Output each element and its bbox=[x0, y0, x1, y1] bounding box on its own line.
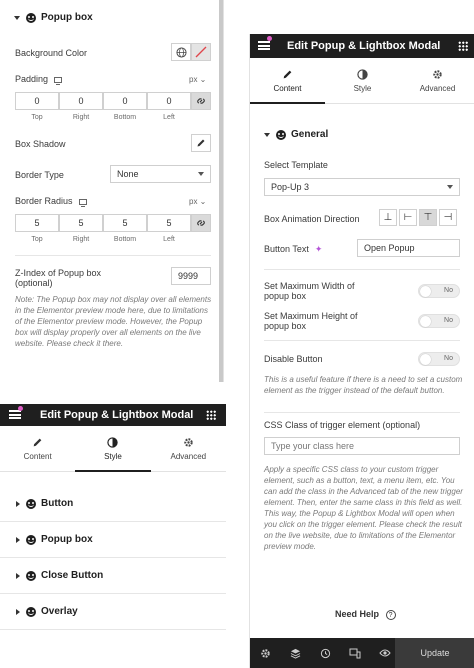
align-right-icon: ⊣ bbox=[443, 212, 453, 223]
smiley-icon bbox=[26, 13, 36, 23]
side-label-right: Right bbox=[72, 236, 90, 243]
notification-dot bbox=[18, 406, 23, 411]
padding-right-input[interactable]: 0 bbox=[59, 92, 103, 110]
toggle-text: No bbox=[444, 317, 453, 324]
editor-topbar bbox=[250, 34, 474, 58]
caret-right-icon bbox=[16, 609, 20, 615]
css-class-input[interactable]: Type your class here bbox=[264, 437, 460, 455]
caret-down-icon bbox=[14, 16, 20, 20]
tab-label: Advanced bbox=[419, 84, 456, 93]
gear-icon bbox=[183, 437, 194, 448]
align-left-icon: ⊢ bbox=[403, 212, 413, 223]
direction-right-button[interactable] bbox=[439, 209, 457, 226]
tab-style[interactable] bbox=[75, 426, 150, 471]
button-text-label bbox=[264, 244, 322, 255]
help-icon: ? bbox=[386, 610, 396, 620]
box-shadow-edit-button[interactable] bbox=[191, 134, 211, 152]
contrast-icon bbox=[107, 437, 118, 448]
button-text-input[interactable]: Open Popup bbox=[357, 239, 460, 257]
panel-title: Edit Popup & Lightbox Modal bbox=[287, 40, 441, 52]
need-help-text: Need Help bbox=[335, 609, 380, 619]
contrast-icon bbox=[357, 69, 368, 80]
chevron-down-icon bbox=[198, 172, 204, 176]
box-shadow-label: Box Shadow bbox=[15, 139, 66, 149]
panel-tabs bbox=[0, 426, 226, 472]
globe-icon bbox=[176, 47, 187, 58]
scrollbar[interactable] bbox=[219, 0, 223, 382]
apps-grid-icon[interactable] bbox=[206, 410, 216, 420]
layers-button[interactable] bbox=[280, 638, 310, 668]
divider bbox=[264, 412, 460, 413]
template-value: Pop-Up 3 bbox=[271, 182, 310, 192]
direction-bottom-button[interactable] bbox=[379, 209, 397, 226]
max-width-label bbox=[264, 281, 355, 301]
accordion-close-button[interactable] bbox=[0, 558, 226, 594]
section-title: General bbox=[291, 129, 329, 140]
popup-box-section-header[interactable] bbox=[14, 12, 93, 23]
template-select[interactable] bbox=[264, 178, 460, 196]
tab-style[interactable] bbox=[325, 58, 400, 103]
side-label-top: Top bbox=[31, 114, 43, 121]
unit-text: px bbox=[189, 197, 198, 206]
zindex-label-line2: (optional) bbox=[15, 278, 53, 288]
toggle-knob bbox=[420, 316, 431, 327]
history-button[interactable] bbox=[310, 638, 340, 668]
pencil-icon bbox=[282, 69, 293, 80]
unit-text: px bbox=[189, 75, 198, 84]
zindex-label bbox=[15, 268, 101, 288]
need-help-link[interactable] bbox=[335, 609, 396, 620]
editor-bottom-bar bbox=[250, 638, 474, 668]
tab-content[interactable] bbox=[250, 58, 325, 103]
tab-label: Content bbox=[23, 452, 52, 461]
link-icon bbox=[196, 218, 206, 228]
radius-left-input[interactable]: 5 bbox=[147, 214, 191, 232]
accordion-title: Close Button bbox=[41, 570, 104, 581]
tab-label: Style bbox=[353, 84, 372, 93]
padding-left-input[interactable]: 0 bbox=[147, 92, 191, 110]
history-icon bbox=[320, 648, 331, 659]
label-line1: Set Maximum Height of bbox=[264, 311, 358, 321]
caret-right-icon bbox=[16, 537, 20, 543]
layers-icon bbox=[290, 648, 301, 659]
chevron-down-icon bbox=[447, 185, 453, 189]
smiley-icon bbox=[26, 535, 36, 545]
side-label-bottom: Bottom bbox=[113, 236, 137, 243]
divider bbox=[264, 340, 460, 341]
zindex-input[interactable]: 9999 bbox=[171, 267, 211, 285]
toggle-knob bbox=[420, 354, 431, 365]
label-line2: popup box bbox=[264, 291, 307, 301]
side-label-bottom: Bottom bbox=[113, 114, 137, 121]
toggle-knob bbox=[420, 286, 431, 297]
border-type-value: None bbox=[117, 169, 139, 179]
panel-title: Edit Popup & Lightbox Modal bbox=[40, 409, 194, 421]
side-label-left: Left bbox=[163, 114, 175, 121]
link-values-button[interactable] bbox=[191, 214, 211, 232]
eye-icon bbox=[379, 648, 391, 658]
tab-advanced[interactable] bbox=[151, 426, 226, 471]
tab-advanced[interactable] bbox=[400, 58, 474, 103]
background-color-label: Background Color bbox=[15, 48, 88, 58]
smiley-icon bbox=[26, 607, 36, 617]
apps-grid-icon[interactable] bbox=[458, 41, 468, 51]
accordion-title: Button bbox=[41, 498, 74, 509]
ai-sparkle-icon[interactable]: ✦ bbox=[314, 244, 323, 254]
box-animation-label: Box Animation Direction bbox=[264, 214, 360, 224]
border-radius-label-text: Border Radius bbox=[15, 196, 73, 206]
label-line1: Set Maximum Width of bbox=[264, 281, 355, 291]
max-height-toggle[interactable] bbox=[418, 314, 460, 328]
caret-right-icon bbox=[16, 501, 20, 507]
globe-button[interactable] bbox=[171, 43, 191, 61]
direction-left-button[interactable] bbox=[399, 209, 417, 226]
zindex-note: Note: The Popup box may not display over all elements in the Elementor preview mode here, due to limitations of the Elementor preview mode. However, the Popup box will display properly over all elements on the live website. Please check it there. bbox=[15, 295, 212, 348]
accordion-overlay[interactable] bbox=[0, 594, 226, 630]
update-button[interactable]: Update bbox=[395, 638, 474, 668]
padding-unit-select[interactable]: px ⌄ bbox=[189, 75, 207, 84]
divider bbox=[15, 255, 211, 256]
max-height-label bbox=[264, 311, 358, 331]
section-title: Popup box bbox=[41, 12, 93, 23]
caret-right-icon bbox=[16, 573, 20, 579]
disable-button-label: Disable Button bbox=[264, 354, 323, 364]
accordion-title: Overlay bbox=[41, 606, 78, 617]
border-type-select[interactable] bbox=[110, 165, 211, 183]
border-type-label: Border Type bbox=[15, 170, 64, 180]
padding-bottom-input[interactable]: 0 bbox=[103, 92, 147, 110]
align-top-icon: ⊤ bbox=[423, 212, 433, 223]
align-bottom-icon: ⊥ bbox=[383, 212, 393, 223]
color-picker-swatch[interactable] bbox=[191, 43, 211, 61]
popup-box-style-panel bbox=[0, 0, 224, 382]
tab-label: Style bbox=[104, 452, 122, 461]
toggle-text: No bbox=[444, 287, 453, 294]
tab-label: Content bbox=[273, 84, 302, 93]
link-icon bbox=[196, 96, 206, 106]
css-class-note: Apply a specific CSS class to your custom trigger element, such as a button, text, a menu item, etc. You can add the class in the Advanced tab of the new trigger element. Then, enter the same class in this field as well. This way, the Popup & Lightbox Modal will open when you click on the trigger element. Please check the result on the live website, due to limitations of the Elementor preview mode. bbox=[264, 465, 463, 551]
smiley-icon bbox=[26, 499, 36, 509]
direction-top-button[interactable] bbox=[419, 209, 437, 226]
style-tab-panel bbox=[0, 404, 226, 668]
side-label-left: Left bbox=[163, 236, 175, 243]
button-text-label-text: Button Text bbox=[264, 244, 309, 254]
border-radius-unit-select[interactable]: px ⌄ bbox=[189, 197, 207, 206]
no-color-icon bbox=[194, 45, 208, 59]
tab-content[interactable] bbox=[0, 426, 75, 471]
padding-label bbox=[15, 74, 62, 84]
border-radius-label bbox=[15, 196, 87, 206]
toggle-text: No bbox=[444, 355, 453, 362]
side-label-right: Right bbox=[72, 114, 90, 121]
accordion-button[interactable] bbox=[0, 486, 226, 522]
smiley-icon bbox=[26, 571, 36, 581]
css-class-label: CSS Class of trigger element (optional) bbox=[264, 420, 421, 430]
general-section-header[interactable] bbox=[264, 129, 328, 140]
max-width-toggle[interactable] bbox=[418, 284, 460, 298]
panel-tabs bbox=[250, 58, 474, 104]
hamburger-menu-icon[interactable] bbox=[9, 410, 21, 419]
accordion-popup-box[interactable] bbox=[0, 522, 226, 558]
link-values-button[interactable] bbox=[191, 92, 211, 110]
padding-label-text: Padding bbox=[15, 74, 49, 84]
desktop-icon[interactable] bbox=[79, 199, 87, 205]
radius-top-input[interactable]: 5 bbox=[15, 214, 59, 232]
hamburger-menu-icon[interactable] bbox=[258, 41, 270, 50]
zindex-label-line1: Z-Index of Popup box bbox=[15, 268, 102, 278]
desktop-icon[interactable] bbox=[54, 77, 62, 83]
editor-topbar bbox=[0, 404, 226, 426]
gear-icon bbox=[432, 69, 443, 80]
select-template-label: Select Template bbox=[264, 160, 328, 170]
caret-down-icon bbox=[264, 133, 270, 137]
disable-button-toggle[interactable] bbox=[418, 352, 460, 366]
divider bbox=[264, 269, 460, 270]
responsive-icon bbox=[349, 648, 361, 659]
radius-right-input[interactable]: 5 bbox=[59, 214, 103, 232]
pencil-icon bbox=[32, 437, 43, 448]
radius-bottom-input[interactable]: 5 bbox=[103, 214, 147, 232]
side-label-top: Top bbox=[31, 236, 43, 243]
smiley-icon bbox=[276, 130, 286, 140]
tab-label: Advanced bbox=[170, 452, 207, 461]
responsive-button[interactable] bbox=[340, 638, 370, 668]
disable-button-note: This is a useful feature if there is a need to set a custom element as the trigger instead of the default button. bbox=[264, 375, 463, 395]
content-tab-panel bbox=[249, 34, 474, 668]
padding-top-input[interactable]: 0 bbox=[15, 92, 59, 110]
gear-icon bbox=[260, 648, 271, 659]
settings-button[interactable] bbox=[250, 638, 280, 668]
pencil-icon bbox=[196, 138, 206, 148]
accordion-title: Popup box bbox=[41, 534, 93, 545]
notification-dot bbox=[267, 36, 272, 41]
label-line2: popup box bbox=[264, 321, 307, 331]
